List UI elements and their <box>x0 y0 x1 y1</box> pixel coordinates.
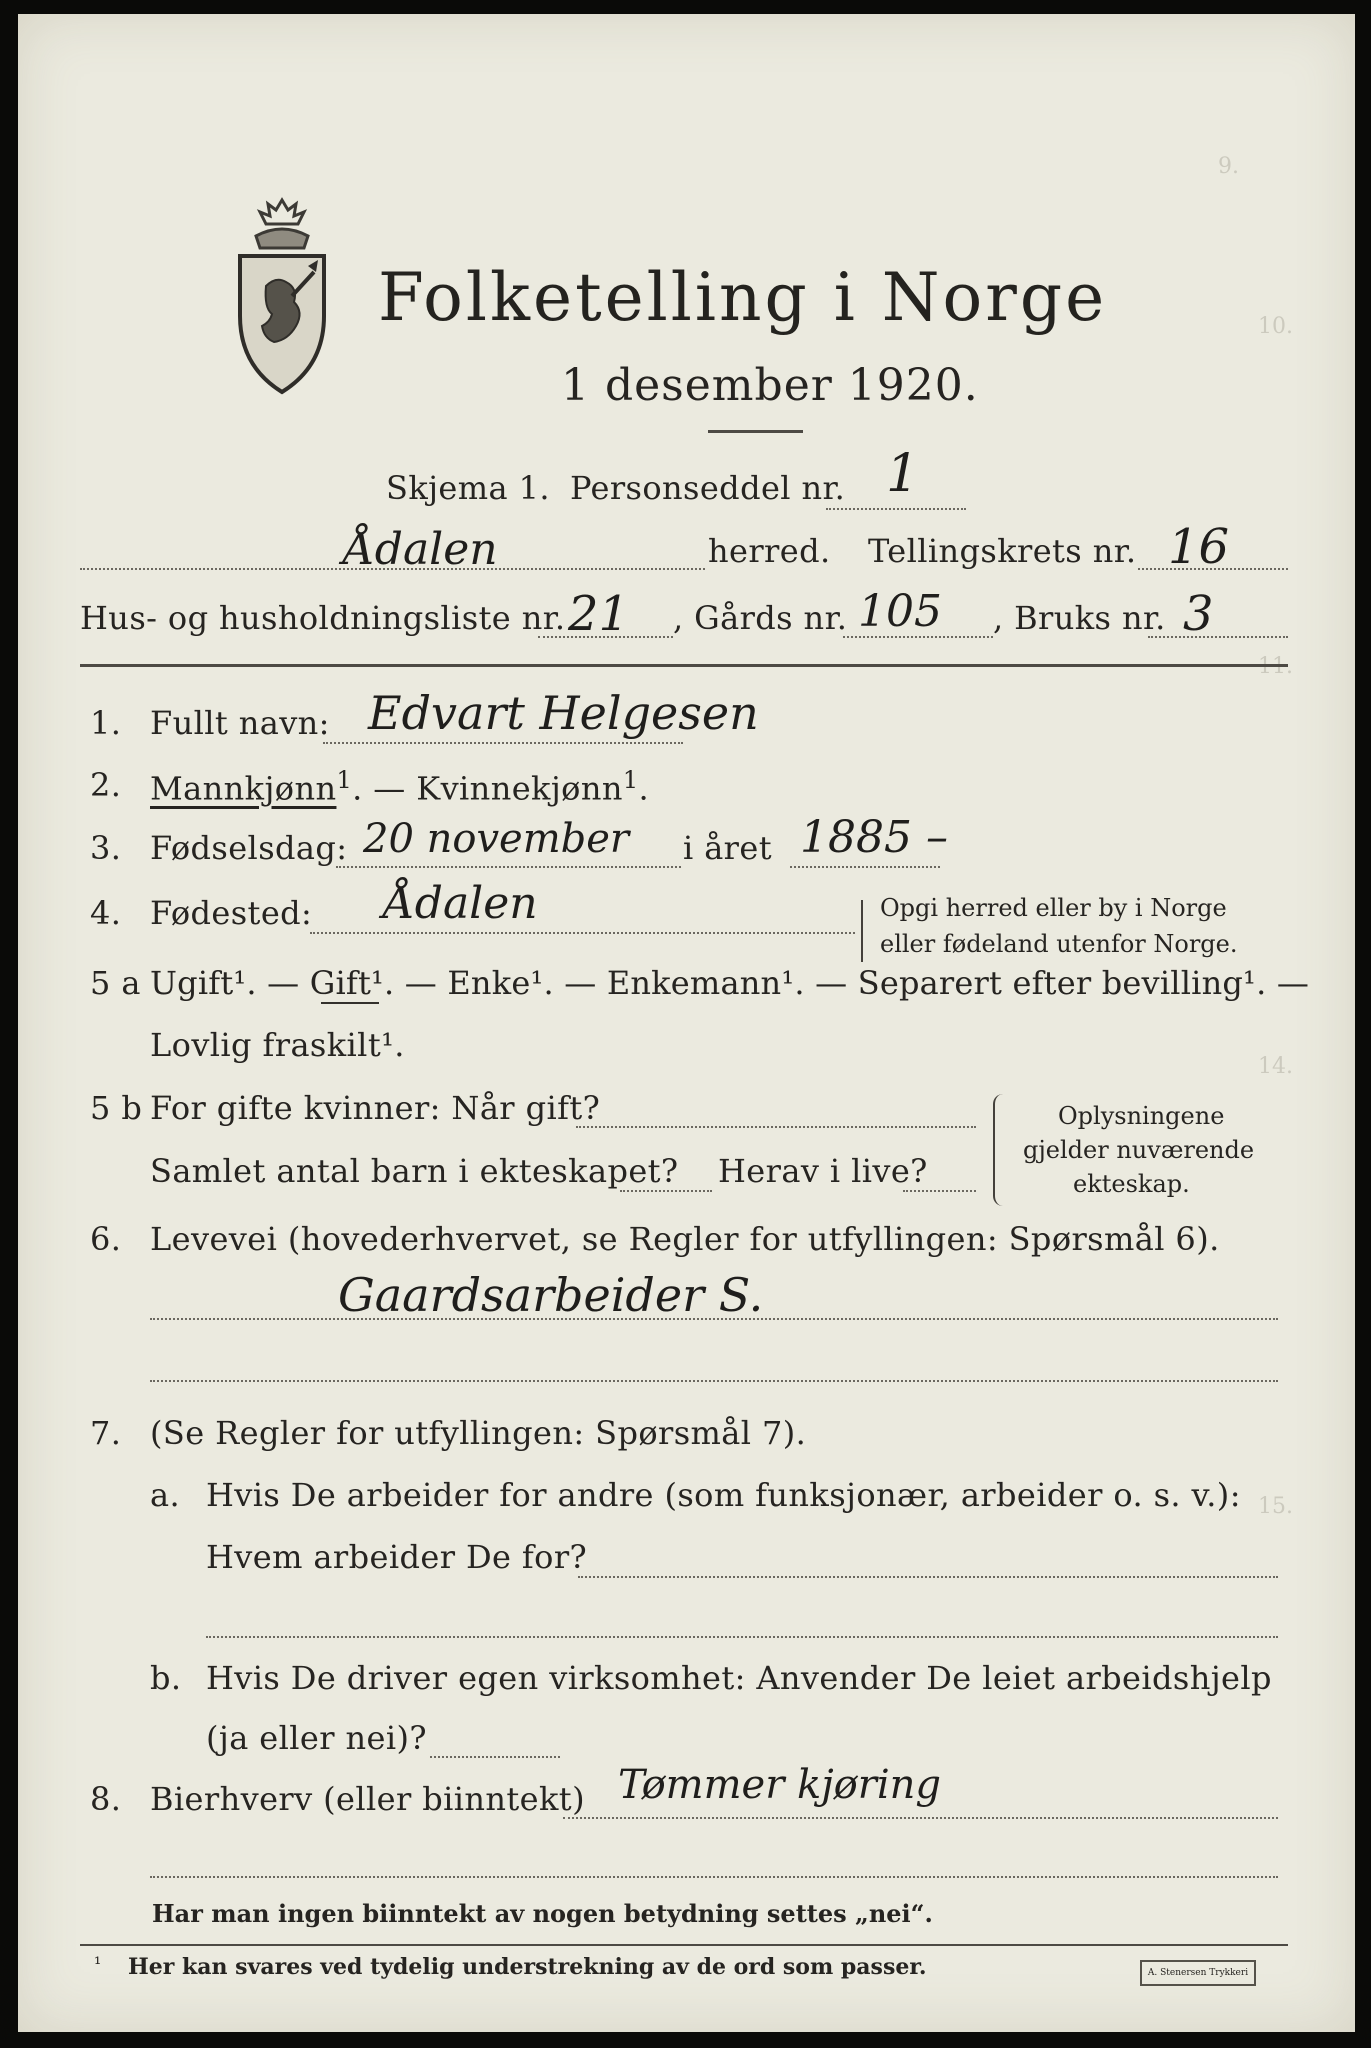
q3-year-label: i året <box>683 829 772 867</box>
birthday-field[interactable]: 20 november <box>363 816 630 862</box>
q3-year-dotted-line <box>790 866 940 868</box>
q1-number: 1. <box>90 704 122 742</box>
q3-label: Fødselsdag: <box>150 829 348 867</box>
q5b-when-married-label: For gifte kvinner: Når gift? <box>150 1089 601 1127</box>
q5b-alive-field[interactable] <box>903 1190 976 1192</box>
q3-dotted-line <box>336 866 681 868</box>
q1-dotted-line <box>323 742 683 744</box>
husholdningsliste-label: Hus- og husholdningsliste nr. <box>80 599 566 637</box>
q8-number: 8. <box>90 1780 122 1818</box>
q7a-line1: Hvis De arbeider for andre (som funksjonær, arbeider o. s. v.): <box>206 1476 1241 1514</box>
bruks-dotted-line <box>1148 636 1288 638</box>
q6-number: 6. <box>90 1220 122 1258</box>
census-form-page <box>18 14 1355 2032</box>
q7b-answer-field[interactable] <box>430 1756 560 1758</box>
q7a-number: a. <box>150 1476 181 1514</box>
bruks-label: , Bruks nr. <box>993 599 1166 637</box>
q8-dotted-line <box>563 1817 1278 1819</box>
marital-status-options[interactable]: Ugift¹. — Gift¹. — Enke¹. — Enkemann¹. — Separert efter bevilling¹. — <box>150 964 1310 1002</box>
q4-number: 4. <box>90 894 122 932</box>
q5b-note-line1: Oplysningene <box>1058 1102 1225 1130</box>
tellingskrets-number-field[interactable]: 16 <box>1168 519 1230 575</box>
bleed-through-text: 10. <box>1258 314 1293 339</box>
header-separator <box>80 664 1288 667</box>
q6-dotted-line-2 <box>150 1380 1278 1382</box>
footer-note: Har man ingen biinntekt av nogen betydning settes „nei“. <box>152 1899 933 1928</box>
q5b-note-line2: gjelder nuværende <box>1023 1136 1255 1164</box>
norway-coat-of-arms-icon <box>226 196 338 406</box>
birth-year-field[interactable]: 1885 – <box>800 812 948 863</box>
q5b-children-label: Samlet antal barn i ekteskapet? <box>150 1152 679 1190</box>
full-name-field[interactable]: Edvart Helgesen <box>368 686 759 740</box>
footer-separator <box>80 1944 1288 1946</box>
herred-label: herred. <box>708 532 831 570</box>
footnote-text: Her kan svares ved tydelig understrekning av de ord som passer. <box>128 1954 927 1980</box>
q5b-number: 5 b <box>90 1089 143 1127</box>
q5b-alive-label: Herav i live? <box>718 1152 928 1190</box>
bleed-through-text: 9. <box>1218 154 1239 179</box>
q5b-children-field[interactable] <box>620 1190 712 1192</box>
gift-underline-mark <box>321 1002 379 1004</box>
q7-number: 7. <box>90 1414 122 1452</box>
herred-field[interactable]: Ådalen <box>343 524 498 575</box>
husholdningsliste-number-field[interactable]: 21 <box>568 586 630 642</box>
q7b-number: b. <box>150 1659 182 1697</box>
q4-note-line2: eller fødeland utenfor Norge. <box>880 930 1238 958</box>
q6-label: Levevei (hovederhvervet, se Regler for utfyllingen: Spørsmål 6). <box>150 1220 1220 1258</box>
birthplace-field[interactable]: Ådalen <box>383 878 538 929</box>
q2-options: Mannkjønn$^1$. — Kvinnekjønn$^1$. <box>150 766 650 808</box>
q6-dotted-line-1 <box>150 1318 1278 1320</box>
q5b-note-bracket <box>993 1094 1005 1206</box>
q5b-when-married-field[interactable] <box>576 1126 976 1128</box>
side-income-field[interactable]: Tømmer kjøring <box>618 1762 942 1808</box>
bruks-number-field[interactable]: 3 <box>1183 586 1214 642</box>
option-kvinnekjonn[interactable]: Kvinnekjønn <box>416 769 623 808</box>
q4-note-line1: Opgi herred eller by i Norge <box>880 894 1227 922</box>
q8-label: Bierhverv (eller biinntekt) <box>150 1780 585 1818</box>
personseddel-dotted-line <box>826 508 966 510</box>
bleed-through-text: 14. <box>1258 1054 1293 1079</box>
q3-number: 3. <box>90 829 122 867</box>
q1-label: Fullt navn: <box>150 704 330 742</box>
q7a-employer-field[interactable] <box>578 1576 1278 1578</box>
schema-label: Skjema 1. <box>386 469 550 507</box>
tellingskrets-label: Tellingskrets nr. <box>868 532 1137 570</box>
q4-note-bracket <box>861 900 871 962</box>
footnote-mark: ¹ <box>94 1954 102 1975</box>
q7b-line2: (ja eller nei)? <box>206 1719 427 1757</box>
bleed-through-text: 11. <box>1258 654 1293 679</box>
q5a-number: 5 a <box>90 964 141 1002</box>
q8-dotted-line-2 <box>150 1876 1278 1878</box>
q7-label: (Se Regler for utfyllingen: Spørsmål 7). <box>150 1414 807 1452</box>
option-mannkjonn[interactable]: Mannkjønn <box>150 769 337 808</box>
title-divider <box>708 430 803 433</box>
form-date: 1 desember 1920. <box>561 360 979 411</box>
q7a-employer-field-line2[interactable] <box>206 1636 1278 1638</box>
personseddel-label: Personseddel nr. <box>570 469 846 507</box>
q7b-line1: Hvis De driver egen virksomhet: Anvender De leiet arbeidshjelp <box>206 1659 1272 1697</box>
form-title: Folketelling i Norge <box>378 259 1108 336</box>
gards-number-field[interactable]: 105 <box>858 586 942 637</box>
marital-status-options-line2[interactable]: Lovlig fraskilt¹. <box>150 1026 405 1064</box>
q4-label: Fødested: <box>150 894 313 932</box>
occupation-field[interactable]: Gaardsarbeider S. <box>338 1268 764 1322</box>
q7a-line2: Hvem arbeider De for? <box>206 1538 588 1576</box>
printer-stamp: A. Stenersen Trykkeri <box>1140 1960 1256 1986</box>
q2-number: 2. <box>90 766 122 804</box>
q5b-note-line3: ekteskap. <box>1073 1170 1190 1198</box>
bleed-through-text: 15. <box>1258 1494 1293 1519</box>
personseddel-number-field[interactable]: 1 <box>886 444 920 504</box>
q4-dotted-line <box>310 932 855 934</box>
gards-label: , Gårds nr. <box>673 599 848 637</box>
